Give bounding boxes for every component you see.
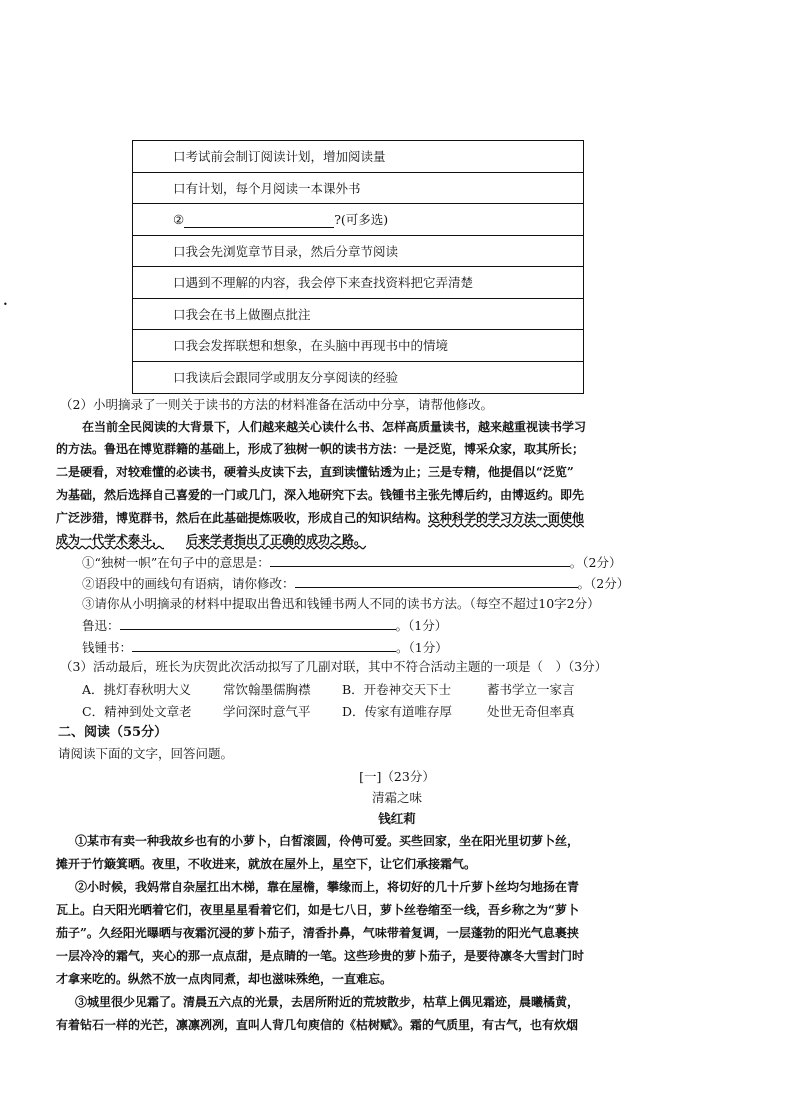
row-text: 口我会在书上做圈点批注	[173, 306, 311, 322]
option-row	[82, 703, 575, 721]
passage-text: 广泛涉猎，博览群书，然后在此基础提炼吸收，形成自己的知识结构。	[56, 511, 429, 525]
table-row	[133, 267, 583, 299]
option-c-second: 学问深时意气平	[223, 704, 311, 719]
row-text: ②	[173, 212, 185, 227]
table-row	[133, 330, 583, 362]
section-title: 二、阅读（55分）	[58, 725, 168, 740]
passage-line: 为基础，然后选择自己喜爱的一门或几门，深入地研究下去。钱锺书主张先博后约，由博返约。即先	[56, 488, 585, 502]
answer-blank[interactable]	[184, 213, 334, 228]
table-row	[133, 204, 583, 236]
instruction: 请阅读下面的文字，回答问题。	[58, 746, 234, 761]
table-row	[133, 362, 583, 394]
table-row	[133, 299, 583, 331]
answer-blank[interactable]	[120, 616, 396, 630]
qian-label: 钱锺书：	[82, 640, 133, 655]
part-label: [一]（23分）	[359, 769, 435, 784]
row-text: 口我会发挥联想和想象，在头脑中再现书中的情境	[173, 338, 449, 353]
option-d[interactable]: D．传家有道唯存厚	[342, 704, 453, 719]
article-line: 瓦上。白天阳光晒着它们，夜里星星看着它们，如是七八日，萝卜丝卷缩至一线，吾乡称之为“萝卜	[56, 903, 579, 917]
qian-score: 。（1分）	[396, 640, 448, 655]
q-item-2	[82, 574, 629, 593]
row-text: 口遇到不理解的内容，我会停下来查找资料把它弄清楚	[173, 275, 474, 290]
q2-score: 。（2分）	[577, 576, 630, 591]
article-line: ②小时候，我妈常自杂屋扛出木梯，靠在屋檐，攀缘而上，将切好的几十斤萝卜丝均匀地扬在青	[75, 880, 580, 894]
article-line: 茄子”。久经阳光曝晒与夜霜沉浸的萝卜茄子，清香扑鼻，气味带着复调，一层蓬勃的阳光气息裹挟	[56, 926, 579, 940]
article-line: 才拿来吃的。纵然不放一点肉同煮，却也滋味殊绝，一直难忘。	[56, 972, 393, 986]
table-row	[133, 141, 583, 173]
table-row	[133, 236, 583, 268]
article-line: 有着钻石一样的光芒，凛凛冽冽，直叫人背几句庾信的《枯树赋》。霜的气质里，有古气，也有炊烟	[56, 1018, 579, 1032]
q3-stem: （3）活动最后，班长为庆贺此次活动拟写了几副对联，其中不符合活动主题的一项是（ ）（3分）	[60, 659, 608, 674]
option-a-second: 常饮翰墨儒胸襟	[223, 682, 311, 697]
row-text: 口考试前会制订阅读计划，增加阅读量	[173, 149, 386, 164]
passage-line	[56, 509, 584, 527]
passage-line: 二是硬看，对较难懂的必读书，硬着头皮读下去，直到读懂钻透为止；三是专精，他提倡以“泛览”	[56, 465, 574, 479]
underlined-sentence: 这种科学的学习方法一面使他	[428, 511, 585, 525]
underlined-sentence: 成为一代学术泰斗，	[56, 533, 165, 547]
passage-line: 在当前全民阅读的大背景下，人们越来越关心读什么书、怎样高质量读书，越来越重视读书学习	[82, 420, 587, 434]
qian-answer	[82, 638, 448, 657]
option-d-second: 处世无奇但率真	[487, 704, 575, 719]
passage-line: 的方法。鲁迅在博览群籍的基础上，形成了独树一帜的读书方法：一是泛览，博采众家，取其所长；	[56, 442, 585, 456]
underlined-sentence: 后来学者指出了正确的成功之路。	[186, 533, 367, 547]
luxun-answer	[82, 616, 447, 635]
option-b[interactable]: B．开卷神交天下士	[342, 682, 452, 697]
reading-habit-table	[132, 140, 584, 394]
q2-text: ②语段中的画线句有语病，请你修改：	[82, 576, 295, 591]
row-text: 口有计划，每个月阅读一本课外书	[173, 180, 361, 196]
q-item-3: ③请你从小明摘录的材料中提取出鲁迅和钱锺书两人不同的读书方法。（每空不超过10字2分）	[82, 596, 600, 611]
article-author: 钱红莉	[378, 811, 416, 826]
answer-blank[interactable]	[132, 638, 396, 652]
luxun-label: 鲁迅：	[82, 618, 120, 633]
q2-intro: （2）小明摘录了一则关于读书的方法的材料准备在活动中分享，请帮他修改。	[60, 397, 493, 412]
option-row	[82, 681, 575, 699]
row-text: 口我读后会跟同学或朋友分享阅读的经验	[173, 369, 399, 385]
article-title: 清霜之味	[371, 790, 422, 805]
q1-text: ①“独树一帜”在句子中的意思是：	[82, 555, 270, 570]
luxun-score: 。（1分）	[395, 618, 448, 633]
answer-blank[interactable]	[270, 553, 570, 567]
article-line: 一层冷冷的霜气，夹心的那一点点甜，是点睛的一笔。这些珍贵的萝卜茄子，是要待凛冬大雪封门时	[56, 949, 585, 963]
q1-score: 。（2分）	[569, 555, 622, 570]
table-row	[133, 173, 583, 205]
row-suffix: ?(可多选)	[334, 212, 389, 227]
option-a[interactable]: A．挑灯春秋明大义	[82, 682, 192, 697]
article-line: ①某市有卖一种我故乡也有的小萝卜，白皙滚圆，伶俜可爱。买些回家，坐在阳光里切萝卜丝，	[75, 834, 580, 848]
article-line: ③城里很少见霜了。清晨五六点的光景，去居所附近的荒坡散步，枯草上偶见霜迹，晨曦橘黄，	[75, 995, 580, 1009]
answer-blank[interactable]	[295, 574, 578, 588]
article-line: 摊开于竹簸箕晒。夜里，不收进来，就放在屋外上，星空下，让它们承接霜气。	[56, 857, 477, 871]
q-item-1	[82, 553, 622, 572]
option-c[interactable]: C．精神到处文章老	[82, 704, 192, 719]
option-b-second: 蓄书学立一家言	[487, 682, 575, 697]
passage-line	[56, 531, 366, 549]
scan-mark: •	[3, 300, 8, 309]
row-text: 口我会先浏览章节目录，然后分章节阅读	[173, 243, 399, 259]
